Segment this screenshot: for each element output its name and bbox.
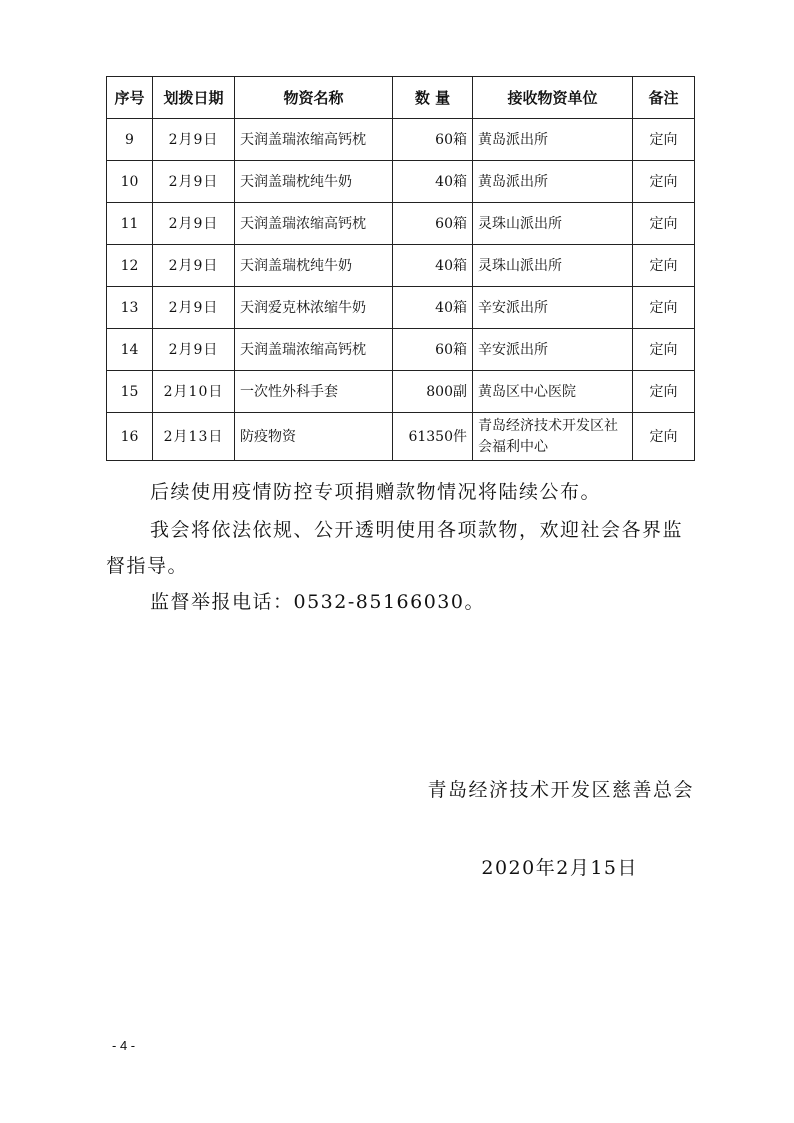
table-row <box>107 203 695 245</box>
cell-quantity: 61350件 <box>393 413 473 461</box>
page-number: - 4 - <box>112 1038 136 1053</box>
cell-note: 定向 <box>633 329 695 371</box>
cell-recipient: 黄岛派出所 <box>473 161 633 203</box>
cell-note: 定向 <box>633 287 695 329</box>
cell-item-name: 防疫物资 <box>235 413 393 461</box>
cell-note: 定向 <box>633 203 695 245</box>
cell-item-name: 天润盖瑞浓缩高钙枕 <box>235 203 393 245</box>
cell-date: 2月9日 <box>153 119 235 161</box>
cell-index: 16 <box>107 413 153 461</box>
cell-recipient: 灵珠山派出所 <box>473 245 633 287</box>
cell-recipient: 黄岛区中心医院 <box>473 371 633 413</box>
cell-quantity: 60箱 <box>393 329 473 371</box>
cell-index: 15 <box>107 371 153 413</box>
cell-item-name: 天润爱克林浓缩牛奶 <box>235 287 393 329</box>
cell-index: 14 <box>107 329 153 371</box>
cell-note: 定向 <box>633 371 695 413</box>
cell-item-name: 天润盖瑞浓缩高钙枕 <box>235 119 393 161</box>
cell-quantity: 40箱 <box>393 245 473 287</box>
cell-quantity: 800副 <box>393 371 473 413</box>
signature-date: 2020年2月15日 <box>481 857 638 879</box>
cell-index: 11 <box>107 203 153 245</box>
paragraph-followup: 后续使用疫情防控专项捐赠款物情况将陆续公布。 <box>150 481 602 503</box>
table-row <box>107 119 695 161</box>
table-row <box>107 287 695 329</box>
cell-date: 2月13日 <box>153 413 235 461</box>
cell-note: 定向 <box>633 161 695 203</box>
donation-table <box>106 76 695 461</box>
table-row <box>107 245 695 287</box>
header-quantity: 数 量 <box>393 77 473 119</box>
table-row <box>107 413 695 461</box>
header-recipient: 接收物资单位 <box>473 77 633 119</box>
cell-index: 9 <box>107 119 153 161</box>
cell-date: 2月9日 <box>153 245 235 287</box>
cell-quantity: 60箱 <box>393 203 473 245</box>
cell-item-name: 天润盖瑞浓缩高钙枕 <box>235 329 393 371</box>
cell-date: 2月9日 <box>153 203 235 245</box>
cell-recipient: 辛安派出所 <box>473 329 633 371</box>
cell-quantity: 40箱 <box>393 161 473 203</box>
cell-note: 定向 <box>633 413 695 461</box>
table-header-row <box>107 77 695 119</box>
table-row <box>107 161 695 203</box>
header-date: 划拨日期 <box>153 77 235 119</box>
cell-date: 2月9日 <box>153 329 235 371</box>
signature-organization: 青岛经济技术开发区慈善总会 <box>427 779 694 801</box>
cell-item-name: 天润盖瑞枕纯牛奶 <box>235 161 393 203</box>
header-item-name: 物资名称 <box>235 77 393 119</box>
paragraph-hotline: 监督举报电话：0532-85166030。 <box>150 591 485 613</box>
cell-note: 定向 <box>633 245 695 287</box>
cell-quantity: 40箱 <box>393 287 473 329</box>
cell-index: 10 <box>107 161 153 203</box>
header-note: 备注 <box>633 77 695 119</box>
header-index: 序号 <box>107 77 153 119</box>
cell-recipient: 辛安派出所 <box>473 287 633 329</box>
cell-recipient: 青岛经济技术开发区社会福利中心 <box>473 413 633 461</box>
cell-item-name: 天润盖瑞枕纯牛奶 <box>235 245 393 287</box>
cell-recipient: 黄岛派出所 <box>473 119 633 161</box>
cell-index: 13 <box>107 287 153 329</box>
cell-note: 定向 <box>633 119 695 161</box>
cell-date: 2月10日 <box>153 371 235 413</box>
cell-quantity: 60箱 <box>393 119 473 161</box>
table-row <box>107 329 695 371</box>
paragraph-commitment: 我会将依法依规、公开透明使用各项款物，欢迎社会各界监督指导。 <box>106 519 684 577</box>
table-row <box>107 371 695 413</box>
cell-date: 2月9日 <box>153 161 235 203</box>
cell-item-name: 一次性外科手套 <box>235 371 393 413</box>
cell-index: 12 <box>107 245 153 287</box>
cell-recipient: 灵珠山派出所 <box>473 203 633 245</box>
cell-date: 2月9日 <box>153 287 235 329</box>
